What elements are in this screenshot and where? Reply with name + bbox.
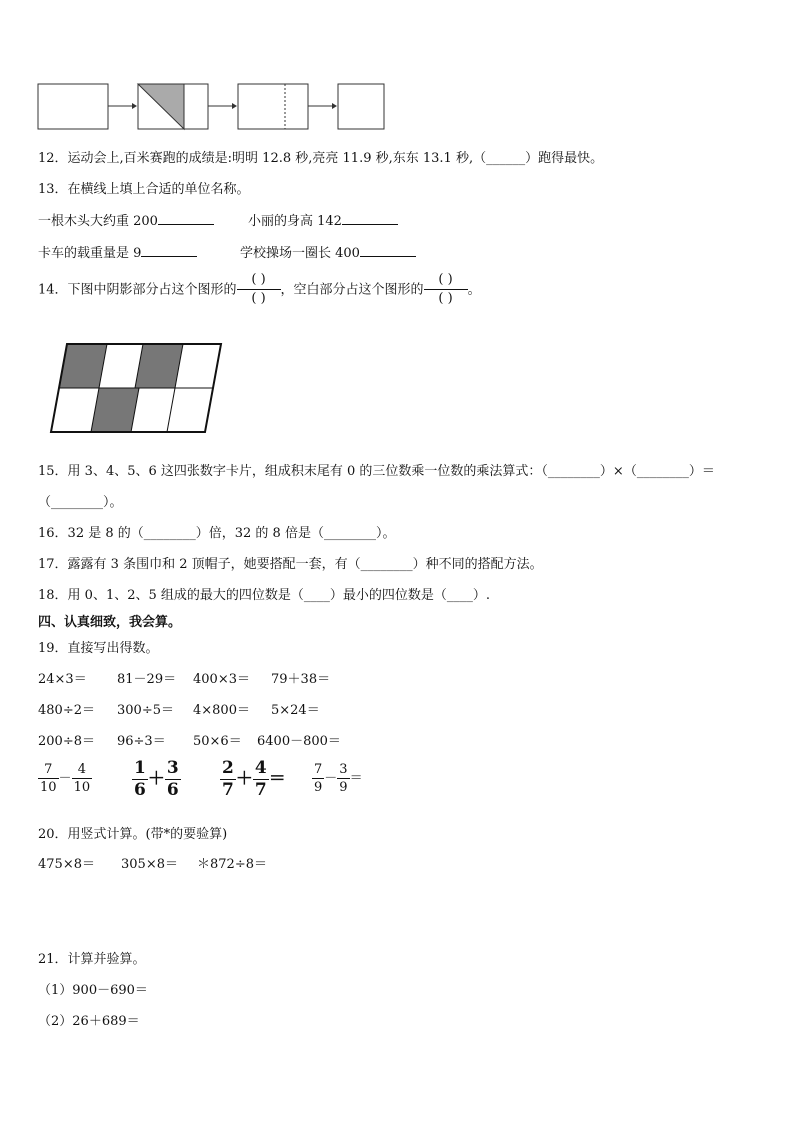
question-12: 12．运动会上,百米赛跑的成绩是:明明 12.8 秒,亮亮 11.9 秒,东东 13.1 秒,（______）跑得最快。 (38, 151, 604, 166)
calc-item: 300÷5＝ (117, 703, 174, 718)
vertical-calc-item: ＊872÷8＝ (197, 857, 267, 872)
question-13-item: 小丽的身高 142 (248, 210, 398, 229)
calc-item: 200÷8＝ (38, 734, 95, 749)
calc-item: 480÷2＝ (38, 703, 95, 718)
vertical-calc-item: 475×8＝ (38, 857, 95, 872)
calc-item: 81－29＝ (117, 672, 177, 687)
verify-calc-item: （1）900－690＝ (38, 983, 148, 998)
calc-item: 400×3＝ (193, 672, 250, 687)
verify-calc-item: （2）26＋689＝ (38, 1014, 140, 1029)
question-13-item: 学校操场一圈长 400 (240, 242, 416, 261)
calc-item: 4×800＝ (193, 703, 250, 718)
calc-item: 96÷3＝ (117, 734, 166, 749)
question-21-title: 21．计算并验算。 (38, 952, 146, 967)
calc-item: 24×3＝ (38, 672, 87, 687)
question-20-title: 20．用竖式计算。(带*的要验算) (38, 827, 228, 842)
question-19-title: 19．直接写出得数。 (38, 641, 159, 656)
fraction-expression: $\frac{2}{7}$ ＋ $\frac{4}{7}$ ＝ (222, 758, 286, 800)
question-14: 14．下图中阴影部分占这个图形的 $\frac{( )}{( )}$ ，空白部分占这个图形的 $\frac{( )}{( )}$ 。 (38, 272, 481, 307)
fraction-expression: $\frac{7}{10}$ － $\frac{4}{10}$ (40, 762, 91, 795)
question-15-line1: 15．用 3、4、5、6 这四张数字卡片，组成积末尾有 0 的三位数乘一位数的乘法算式：（________）×（________）＝ (38, 464, 715, 479)
calc-item: 79＋38＝ (271, 672, 331, 687)
parallelogram-figure (44, 340, 226, 436)
section-4-title: 四、认真细致，我会算。 (38, 615, 182, 630)
fraction-blank[interactable]: $\frac{( )}{( )}$ (424, 273, 468, 307)
fraction-expression: $\frac{1}{6}$ ＋ $\frac{3}{6}$ (134, 758, 179, 800)
vertical-calc-item: 305×8＝ (121, 857, 178, 872)
fold-diagram (36, 82, 388, 132)
question-15-line2: （________）。 (38, 495, 123, 510)
question-18: 18．用 0、1、2、5 组成的最大的四位数是（____）最小的四位数是（____）. (38, 588, 491, 603)
question-17: 17．露露有 3 条围巾和 2 顶帽子，她要搭配一套，有（________）种不同的搭配方法。 (38, 557, 543, 572)
question-13-title: 13．在横线上填上合适的单位名称。 (38, 182, 250, 197)
question-16: 16．32 是 8 的（________）倍，32 的 8 倍是（________）。 (38, 526, 396, 541)
question-13-item: 一根木头大约重 200 (38, 210, 214, 229)
calc-item: 50×6＝ (193, 734, 242, 749)
calc-item: 6400－800＝ (257, 734, 341, 749)
fraction-expression: $\frac{7}{9}$ － $\frac{3}{9}$ ＝ (314, 762, 363, 795)
question-13-item: 卡车的载重量是 9 (38, 242, 197, 261)
calc-item: 5×24＝ (271, 703, 320, 718)
fraction-blank[interactable]: $\frac{( )}{( )}$ (237, 273, 281, 307)
